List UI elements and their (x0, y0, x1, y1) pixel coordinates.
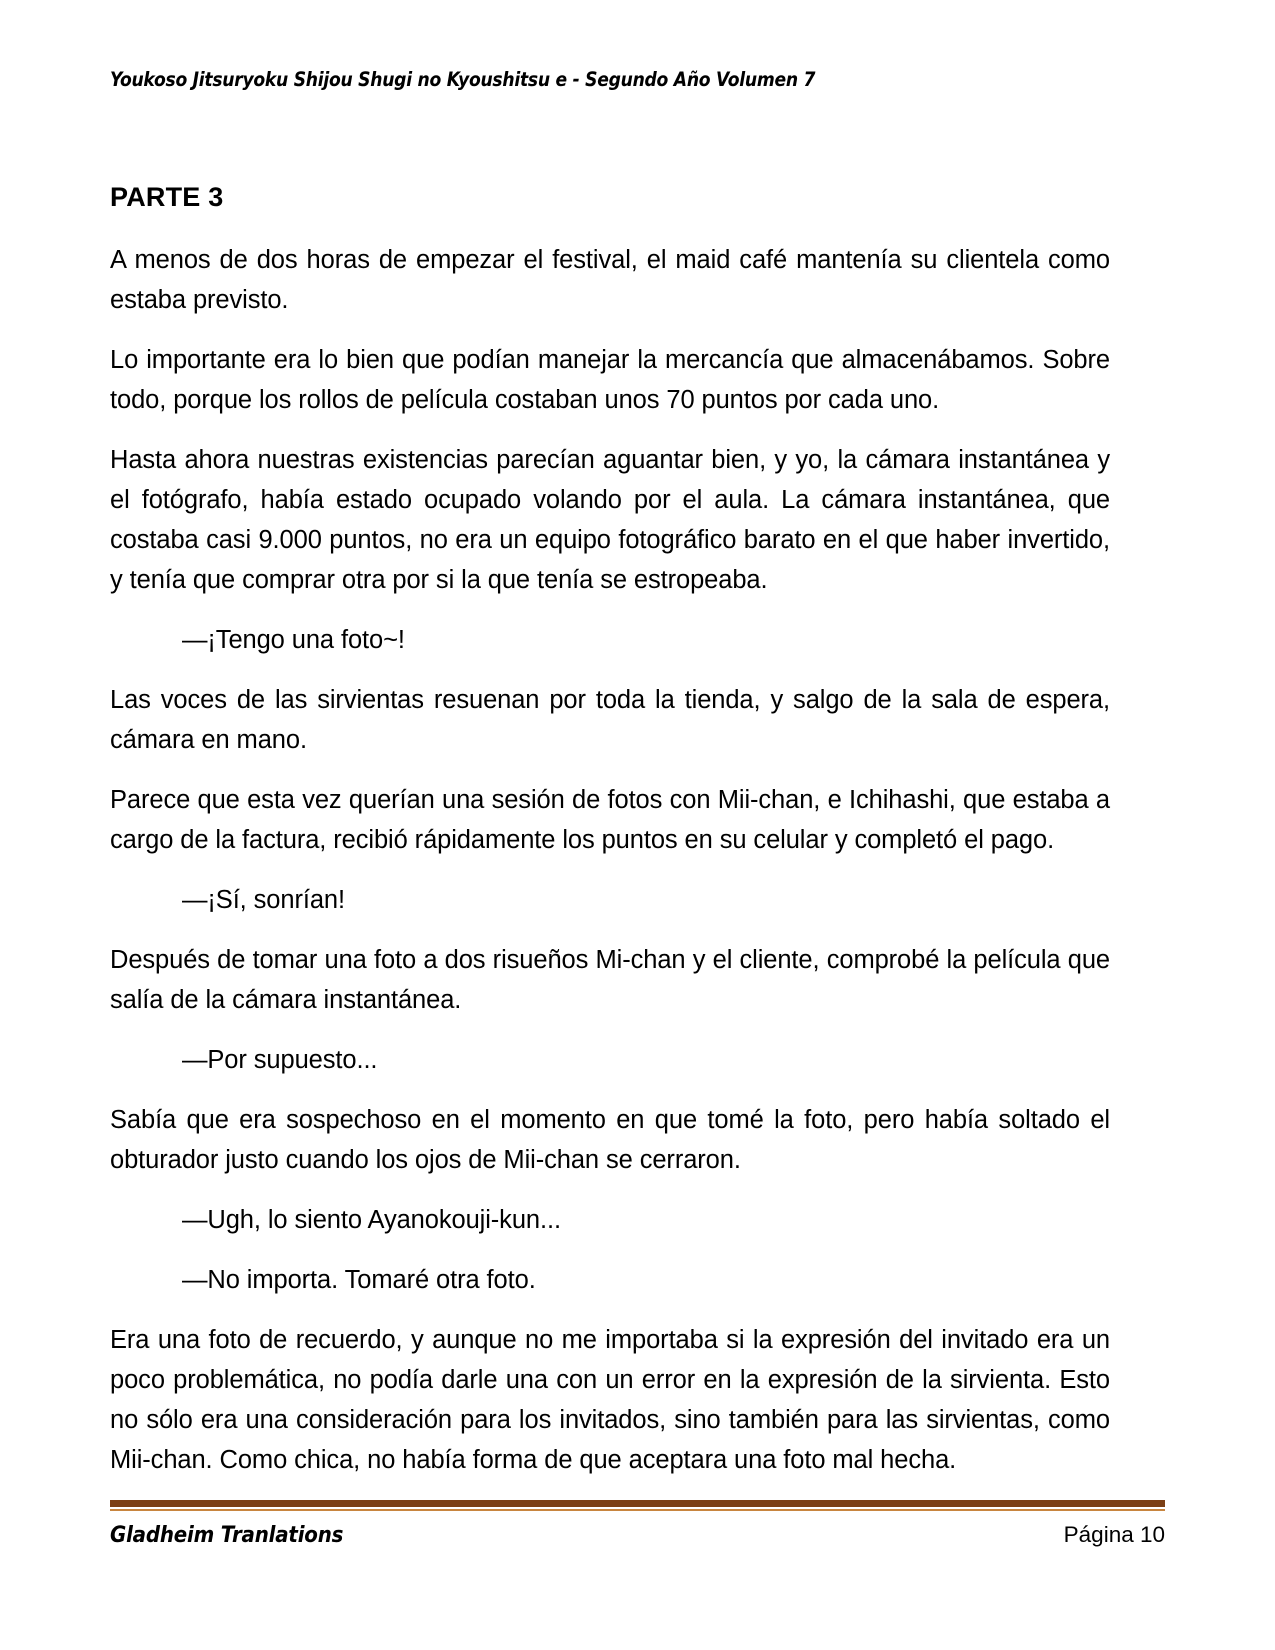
paragraph: Sabía que era sospechoso en el momento en que tomé la foto, pero había soltado el obturador justo cuando los ojos de Mii-chan se cerraron. (110, 1106, 1110, 1174)
paragraph: Era una foto de recuerdo, y aunque no me importaba si la expresión del invitado era un poco problemática, no podía darle una con un error en la expresión de la sirvienta. Esto no sólo era una consideración para los invitados, sino también para las sirvientas, como Mii-chan. Como chica, no había forma de que aceptara una foto mal hecha. (110, 1326, 1110, 1474)
paragraph: Parece que esta vez querían una sesión de fotos con Mii-chan, e Ichihashi, que estaba a cargo de la factura, recibió rápidamente los puntos en su celular y completó el pago. (110, 786, 1110, 854)
footer-brand-label: Gladheim Tranlations (110, 1523, 344, 1548)
footer-rule-thick (110, 1500, 1165, 1507)
paragraph: Hasta ahora nuestras existencias parecían aguantar bien, y yo, la cámara instantánea y el fotógrafo, había estado ocupado volando por el aula. La cámara instantánea, que costaba casi 9.000 puntos, no era un equipo fotográfico barato en el que haber invertido, y tenía que comprar otra por si la que tenía se estropeaba. (110, 446, 1110, 594)
document-body (110, 180, 1110, 1500)
paragraph: Después de tomar una foto a dos risueños Mi-chan y el cliente, comprobé la película que salía de la cámara instantánea. (110, 946, 1110, 1014)
part-heading: PARTE 3 (110, 182, 224, 212)
dialogue-line: —¡Sí, sonrían! (182, 886, 345, 914)
paragraph: Lo importante era lo bien que podían manejar la mercancía que almacenábamos. Sobre todo, porque los rollos de película costaban unos 70 puntos por cada uno. (110, 346, 1110, 414)
footer-page-number: Página 10 (1063, 1522, 1165, 1547)
paragraph: Las voces de las sirvientas resuenan por toda la tienda, y salgo de la sala de espera, cámara en mano. (110, 686, 1110, 754)
dialogue-line: —No importa. Tomaré otra foto. (182, 1266, 536, 1294)
running-header (110, 68, 1110, 98)
running-header-title: Youkoso Jitsuryoku Shijou Shugi no Kyoushitsu e - Segundo Año Volumen 7 (110, 68, 816, 91)
footer-rule-thin (110, 1509, 1165, 1511)
paragraph: A menos de dos horas de empezar el festival, el maid café mantenía su clientela como estaba previsto. (110, 246, 1110, 314)
dialogue-line: —Por supuesto... (182, 1046, 378, 1074)
footer-divider-rule (110, 1500, 1165, 1511)
running-footer (110, 1500, 1165, 1548)
footer-row (110, 1522, 1165, 1548)
dialogue-line: —Ugh, lo siento Ayanokouji-kun... (182, 1206, 561, 1234)
dialogue-line: —¡Tengo una foto~! (182, 626, 405, 654)
